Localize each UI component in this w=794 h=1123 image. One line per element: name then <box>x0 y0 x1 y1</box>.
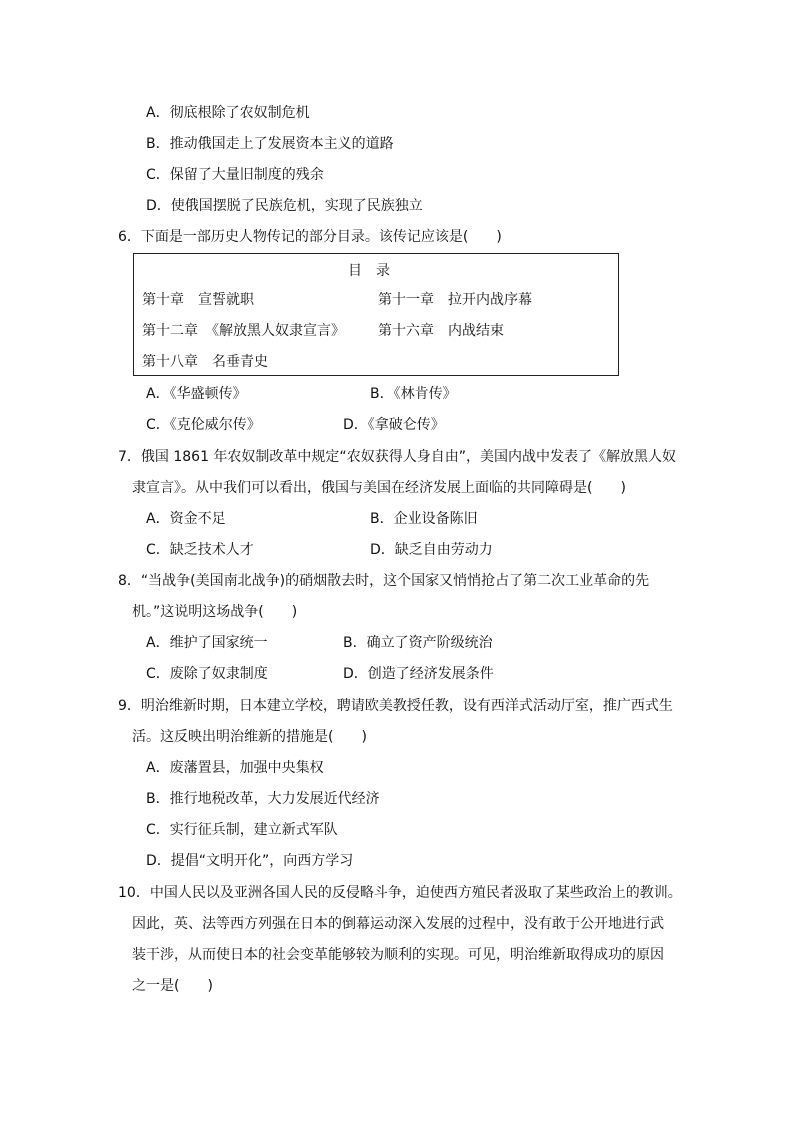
q6-toc-item: 第十二章 《解放黑人奴隶宣言》 <box>142 323 345 339</box>
q6-option-d: D．《拿破仑传》 <box>343 417 445 433</box>
q7-stem-line: 7．俄国 1861 年农奴制改革中规定“农奴获得人身自由”，美国内战中发表了《解放黑人奴 <box>118 449 676 465</box>
q7-option-b: B．企业设备陈旧 <box>370 511 478 527</box>
q9-stem-line: 9．明治维新时期，日本建立学校，聘请欧美教授任教，设有西洋式活动厅室，推广西式生 <box>118 698 673 714</box>
q9-option-c: C．实行征兵制，建立新式军队 <box>146 822 338 838</box>
q5-option-a: A．彻底根除了农奴制危机 <box>146 105 310 121</box>
q6-toc-item: 第十六章 内战结束 <box>378 323 504 339</box>
q6-option-a: A．《华盛顿传》 <box>146 386 247 402</box>
q6-option-c: C．《克伦威尔传》 <box>146 417 261 433</box>
q9-option-b: B．推行地税改革，大力发展近代经济 <box>146 791 380 807</box>
q9-stem-line: 活。这反映出明治维新的措施是( ) <box>132 729 367 745</box>
q10-stem-line: 10．中国人民以及亚洲各国人民的反侵略斗争，迫使西方殖民者汲取了某些政治上的教训。 <box>118 885 682 901</box>
q9-option-d: D．提倡“文明开化”，向西方学习 <box>146 853 354 869</box>
q10-stem-line: 装干涉，从而使日本的社会变革能够较为顺利的实现。可见，明治维新取得成功的原因 <box>132 947 664 963</box>
q8-stem-line: 机。”这说明这场战争( ) <box>132 604 298 620</box>
q7-option-c: C．缺乏技术人才 <box>146 542 254 558</box>
q8-stem-line: 8．“当战争(美国南北战争)的硝烟散去时，这个国家又悄悄抢占了第二次工业革命的先 <box>118 573 650 589</box>
q8-option-d: D．创造了经济发展条件 <box>343 666 494 682</box>
q5-option-d: D．使俄国摆脱了民族危机，实现了民族独立 <box>146 198 423 214</box>
q7-option-a: A．资金不足 <box>146 511 226 527</box>
q6-toc-title: 目录 <box>348 263 404 279</box>
q6-option-b: B．《林肯传》 <box>370 386 457 402</box>
q6-toc-item: 第十八章 名垂青史 <box>142 354 268 370</box>
q6-toc-item: 第十章 宣誓就职 <box>142 292 254 308</box>
q5-option-b: B．推动俄国走上了发展资本主义的道路 <box>146 136 394 152</box>
q8-option-a: A．维护了国家统一 <box>146 635 268 651</box>
q7-option-d: D．缺乏自由劳动力 <box>370 542 493 558</box>
q6-toc-item: 第十一章 拉开内战序幕 <box>378 292 532 308</box>
q9-option-a: A．废藩置县，加强中央集权 <box>146 760 324 776</box>
q7-stem-line: 隶宣言》。从中我们可以看出，俄国与美国在经济发展上面临的共同障碍是( ) <box>132 480 626 496</box>
q8-option-b: B．确立了资产阶级统治 <box>343 635 493 651</box>
q6-stem: 6．下面是一部历史人物传记的部分目录。该传记应该是( ) <box>118 229 502 245</box>
q10-stem-line: 因此，英、法等西方列强在日本的倒幕运动深入发展的过程中，没有敢于公开地进行武 <box>132 916 664 932</box>
q5-option-c: C．保留了大量旧制度的残余 <box>146 167 324 183</box>
q10-stem-line: 之一是( ) <box>132 978 213 994</box>
q6-toc-box <box>133 253 619 376</box>
q8-option-c: C．废除了奴隶制度 <box>146 666 268 682</box>
